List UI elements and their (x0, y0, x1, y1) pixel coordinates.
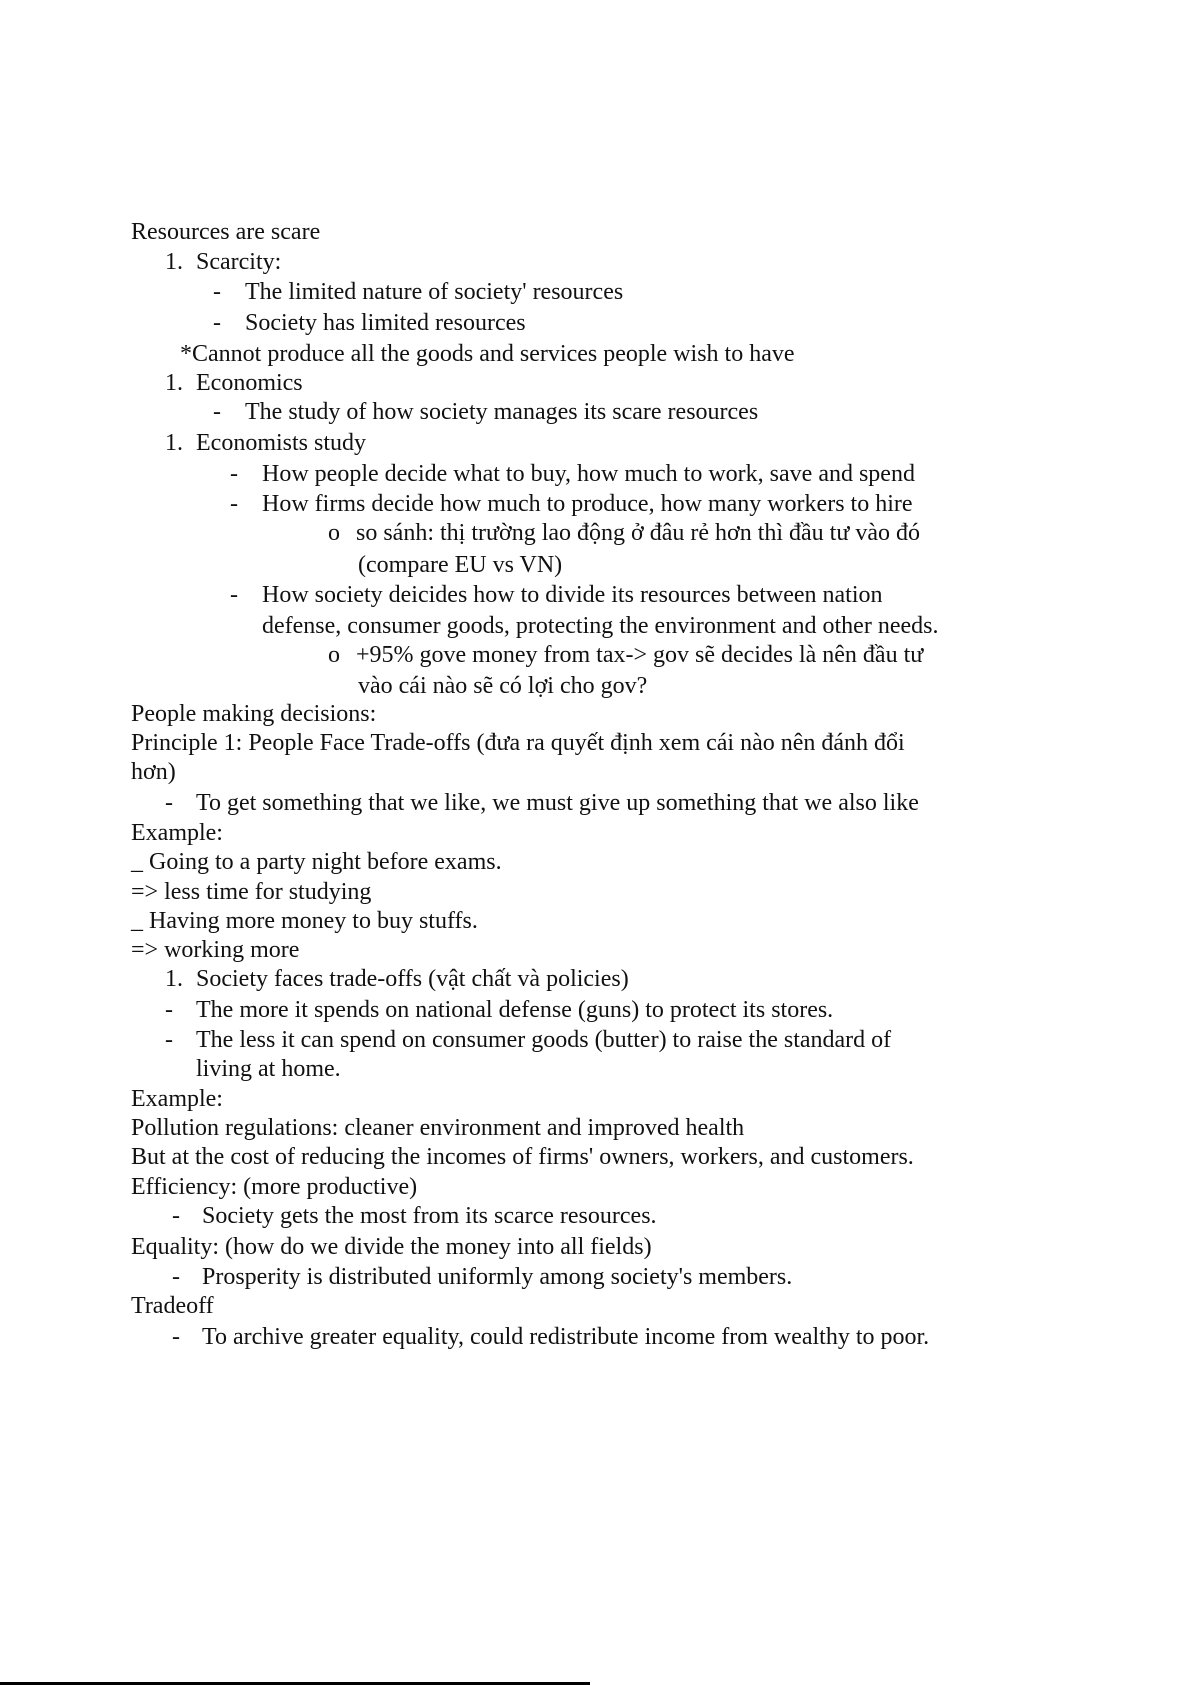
text-line: defense, consumer goods, protecting the environment and other needs. (262, 613, 939, 639)
list-item-text: Society gets the most from its scarce resources. (202, 1203, 657, 1229)
list-number: 1. (165, 430, 183, 456)
dash-bullet-marker: - (213, 310, 221, 336)
list-item-text: How society deicides how to divide its resources between nation (262, 582, 883, 608)
list-item-text: The more it spends on national defense (guns) to protect its stores. (196, 997, 834, 1023)
list-item-text: Society faces trade-offs (vật chất và policies) (196, 966, 629, 992)
list-item-text: Society has limited resources (245, 310, 526, 336)
list-item-text: The study of how society manages its scare resources (245, 399, 759, 425)
text-line: => working more (131, 937, 300, 963)
text-line: *Cannot produce all the goods and services people wish to have (180, 341, 795, 367)
dash-bullet-marker: - (213, 399, 221, 425)
dash-bullet-marker: - (165, 790, 173, 816)
text-line: Equality: (how do we divide the money into all fields) (131, 1234, 652, 1260)
dash-bullet-marker: - (230, 582, 238, 608)
list-item-text: To archive greater equality, could redistribute income from wealthy to poor. (202, 1324, 930, 1350)
text-line: living at home. (196, 1056, 341, 1082)
text-line: Efficiency: (more productive) (131, 1174, 418, 1200)
text-line: Pollution regulations: cleaner environment and improved health (131, 1115, 745, 1141)
text-line: Resources are scare (131, 219, 321, 245)
list-item-text: The limited nature of society' resources (245, 279, 624, 305)
dash-bullet-marker: - (165, 1027, 173, 1053)
sub-bullet-marker: o (328, 642, 340, 668)
text-line: Principle 1: People Face Trade-offs (đưa ra quyết định xem cái nào nên đánh đổi (131, 730, 905, 756)
text-line: Example: (131, 820, 223, 846)
dash-bullet-marker: - (213, 279, 221, 305)
list-number: 1. (165, 966, 183, 992)
text-line: People making decisions: (131, 701, 377, 727)
list-item-text: Economics (196, 370, 303, 396)
sub-bullet-marker: o (328, 520, 340, 546)
dash-bullet-marker: - (172, 1203, 180, 1229)
text-line: Tradeoff (131, 1293, 214, 1319)
list-item-text: Scarcity: (196, 249, 282, 275)
list-item-text: Prosperity is distributed uniformly among society's members. (202, 1264, 793, 1290)
dash-bullet-marker: - (230, 491, 238, 517)
dash-bullet-marker: - (172, 1264, 180, 1290)
text-line: (compare EU vs VN) (358, 552, 563, 578)
dash-bullet-marker: - (172, 1324, 180, 1350)
list-item-text: The less it can spend on consumer goods (butter) to raise the standard of (196, 1027, 892, 1053)
list-item-text: Economists study (196, 430, 367, 456)
list-item-text: How firms decide how much to produce, how many workers to hire (262, 491, 913, 517)
list-item-text: To get something that we like, we must give up something that we also like (196, 790, 919, 816)
list-item-text: How people decide what to buy, how much to work, save and spend (262, 461, 915, 487)
text-line: => less time for studying (131, 879, 372, 905)
text-line: _ Having more money to buy stuffs. (131, 908, 478, 934)
list-number: 1. (165, 249, 183, 275)
list-item-text: so sánh: thị trường lao động ở đâu rẻ hơn thì đầu tư vào đó (356, 520, 921, 546)
list-number: 1. (165, 370, 183, 396)
list-item-text: +95% gove money from tax-> gov sẽ decides là nên đầu tư (356, 642, 924, 668)
text-line: hơn) (131, 759, 176, 785)
dash-bullet-marker: - (230, 461, 238, 487)
text-line: Example: (131, 1086, 223, 1112)
dash-bullet-marker: - (165, 997, 173, 1023)
text-line: vào cái nào sẽ có lợi cho gov? (358, 673, 648, 699)
text-line: But at the cost of reducing the incomes of firms' owners, workers, and customers. (131, 1144, 914, 1170)
text-line: _ Going to a party night before exams. (131, 849, 502, 875)
